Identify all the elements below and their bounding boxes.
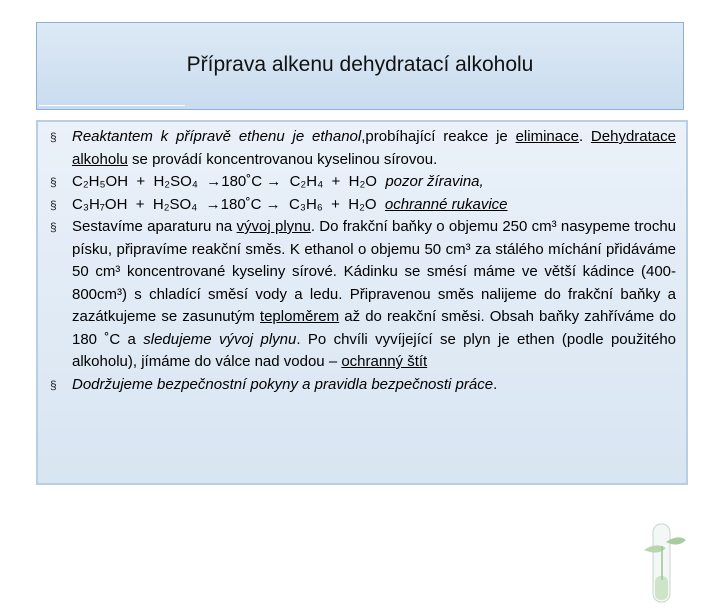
- bullet-icon: §: [50, 175, 57, 189]
- title-box: [36, 22, 684, 110]
- bullet-icon: §: [50, 197, 57, 212]
- list-item: [50, 374, 676, 397]
- list-item: [50, 171, 676, 194]
- list-item: [50, 216, 676, 374]
- content-box: [36, 120, 688, 485]
- bullet-list: [50, 126, 676, 396]
- list-item: [50, 194, 676, 217]
- bullet-icon: §: [50, 130, 57, 144]
- title-underline: [39, 105, 185, 106]
- test-tube-image: [636, 520, 688, 608]
- bullet-text: C₃H₇OH + H₂SO₄ →180˚C → C₃H₆ + H₂O ochranné rukavice: [72, 195, 508, 213]
- bullet-text: Sestavíme aparaturu na vývoj plynu. Do frakční baňky o objemu 250 cm³ nasypeme trochu písku, připravíme reakční směs. K ethanol o objemu 50 cm³ za stálého míchání přidáváme 50 cm³ koncentrované kyseliny sírové. Kádinku se smésí máme ve větší kádince (400-800cm³) s chladící směsí vody a ledu. Připravenou směs nalijeme do frakční baňky a zazátkujeme se zasunutým teploměrem až do reakční směsi. Obsah baňky zahříváme do 180 ˚C a sledujeme vývoj plynu. Po chvíli vyvíjející se plyn je ethen (podle použitého alkoholu), jímáme do válce nad vodou – ochranný štít: [72, 218, 677, 370]
- bullet-icon: §: [50, 377, 57, 392]
- bullet-text: C₂H₅OH + H₂SO₄ →180˚C → C₂H₄ + H₂O pozor žíravina,: [72, 173, 484, 190]
- bullet-text: Dodržujeme bezpečnostní pokyny a pravidla bezpečnosti práce.: [72, 375, 498, 393]
- list-item: [50, 126, 676, 171]
- bullet-icon: §: [50, 220, 57, 234]
- bullet-text: Reaktantem k přípravě ethenu je ethanol,probíhající reakce je eliminace. Dehydratace alkoholu se provádí koncentrovanou kyselinou sírovou.: [72, 128, 676, 168]
- slide-title: Příprava alkenu dehydratací alkoholu: [186, 53, 534, 76]
